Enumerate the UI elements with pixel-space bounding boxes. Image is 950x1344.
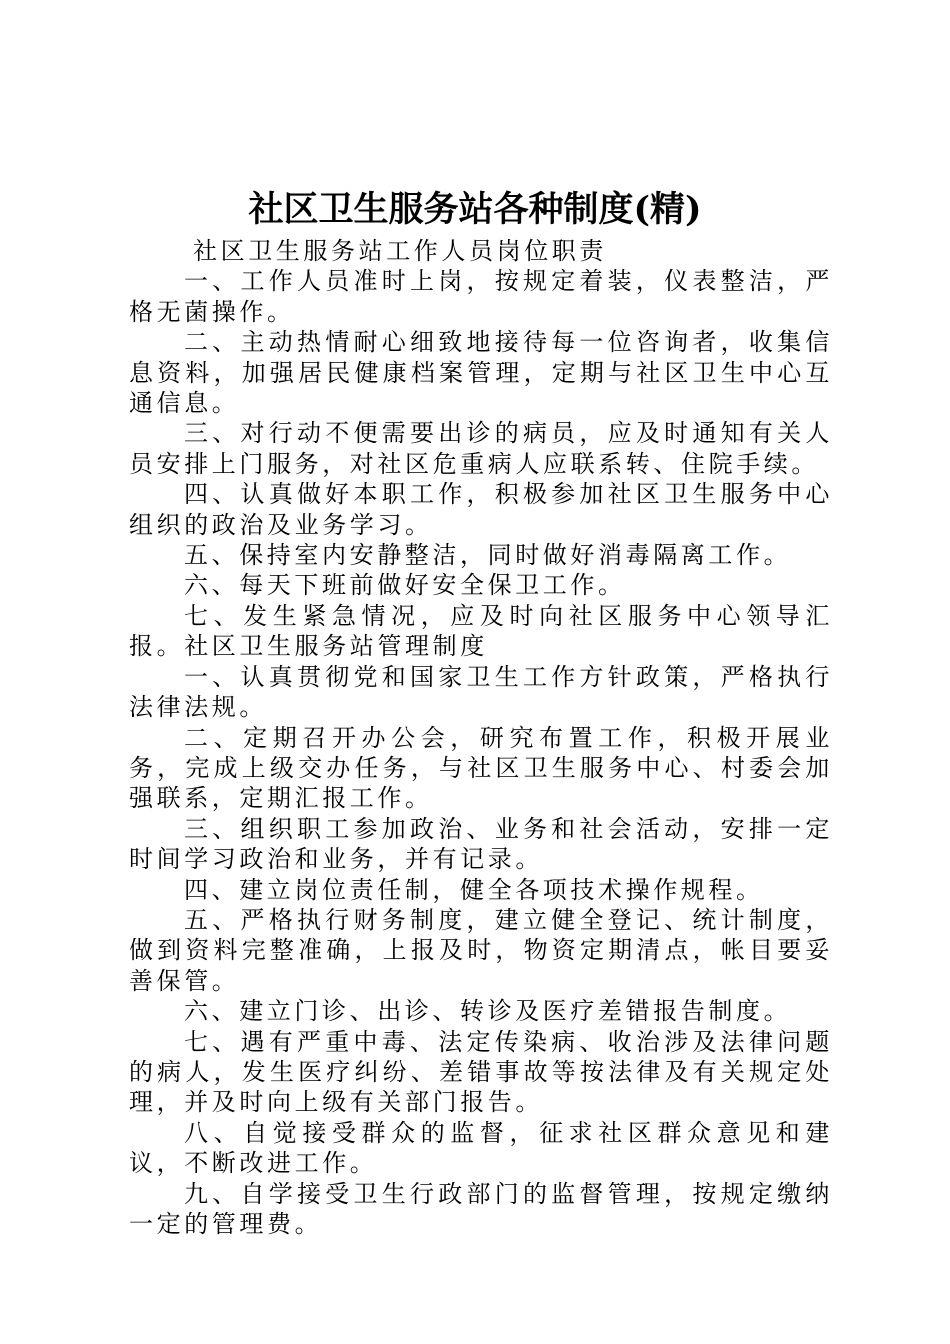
paragraph: 五、严格执行财务制度，建立健全登记、统计制度，做到资料完整准确，上报及时，物资定期清点，帐目要妥善保管。 bbox=[129, 905, 833, 995]
paragraph: 一、认真贯彻党和国家卫生工作方针政策，严格执行法律法规。 bbox=[129, 662, 833, 722]
paragraph: 六、每天下班前做好安全保卫工作。 bbox=[184, 571, 626, 600]
paragraph: 四、建立岗位责任制，健全各项技术操作规程。 bbox=[184, 875, 764, 904]
paragraph: 三、组织职工参加政治、业务和社会活动，安排一定时间学习政治和业务，并有记录。 bbox=[129, 814, 833, 874]
paragraph: 六、建立门诊、出诊、转诊及医疗差错报告制度。 bbox=[184, 997, 792, 1026]
paragraph: 二、定期召开办公会，研究布置工作，积极开展业务，完成上级交办任务，与社区卫生服务中心、村委会加强联系，定期汇报工作。 bbox=[129, 723, 833, 813]
paragraph: 八、自觉接受群众的监督，征求社区群众意见和建议，不断改进工作。 bbox=[129, 1118, 833, 1178]
paragraph: 三、对行动不便需要出诊的病员，应及时通知有关人员安排上门服务，对社区危重病人应联系转、住院手续。 bbox=[129, 419, 833, 478]
paragraph: 五、保持室内安静整洁，同时做好消毒隔离工作。 bbox=[184, 541, 792, 570]
paragraph: 七、发生紧急情况，应及时向社区服务中心领导汇报。社区卫生服务站管理制度 bbox=[129, 601, 833, 661]
paragraph: 四、认真做好本职工作，积极参加社区卫生服务中心组织的政治及业务学习。 bbox=[129, 480, 833, 539]
paragraph: 二、主动热情耐心细致地接待每一位咨询者，收集信息资料，加强居民健康档案管理，定期与社区卫生中心互通信息。 bbox=[129, 328, 833, 418]
paragraph: 一、工作人员准时上岗，按规定着装，仪表整洁，严格无菌操作。 bbox=[129, 267, 833, 326]
paragraph: 九、自学接受卫生行政部门的监督管理，按规定缴纳一定的管理费。 bbox=[129, 1179, 833, 1238]
paragraph: 七、遇有严重中毒、法定传染病、收治涉及法律问题的病人，发生医疗纠纷、差错事故等按法律及有关规定处理，并及时向上级有关部门报告。 bbox=[129, 1027, 833, 1117]
section-heading-job-duties: 社区卫生服务站工作人员岗位职责 bbox=[193, 237, 607, 265]
document-title: 社区卫生服务站各种制度(精) bbox=[248, 189, 702, 230]
document-body bbox=[129, 236, 833, 1239]
